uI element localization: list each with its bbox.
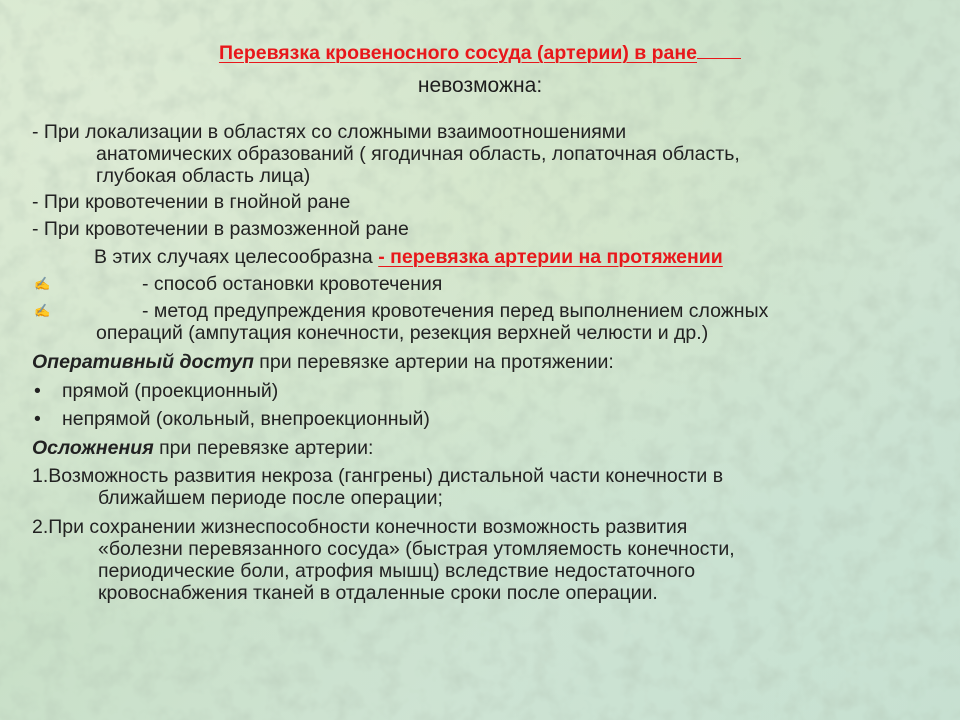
complications-heading-rest: при перевязке артерии: xyxy=(153,437,374,459)
item-localization-line-2: анатомических образований ( ягодичная область, лопаточная область, xyxy=(96,143,740,165)
access-heading xyxy=(32,351,614,373)
access-indirect: непрямой (окольный, внепроекционный) xyxy=(62,408,430,430)
recommendation-prefix: В этих случаях целесообразна xyxy=(94,246,379,268)
complications-heading-emphasis: Осложнения xyxy=(32,437,154,459)
slide-title xyxy=(0,41,960,65)
complication-1-line-2: ближайшем периоде после операции; xyxy=(98,487,443,509)
bullet: • xyxy=(34,380,41,402)
item-localization-line-3: глубокая область лица) xyxy=(96,165,311,187)
bullet: • xyxy=(34,408,41,430)
hand-writing-icon: ✍ xyxy=(34,276,51,291)
title-text: Перевязка кровеносного сосуда (артерии) в ране xyxy=(218,42,698,64)
item-localization-line-1: - При локализации в областях со сложными взаимоотношениями xyxy=(32,121,627,143)
recommendation-highlight: - перевязка артерии на протяжении xyxy=(378,246,723,268)
method-stop-bleeding: - способ остановки кровотечения xyxy=(142,273,443,295)
complications-heading xyxy=(32,437,373,459)
slide-subtitle: невозможна: xyxy=(417,74,543,97)
access-heading-rest: при перевязке артерии на протяжении: xyxy=(253,351,614,373)
complication-1-line-1: 1.Возможность развития некроза (гангрены) дистальной части конечности в xyxy=(32,465,724,487)
access-direct: прямой (проекционный) xyxy=(62,380,279,402)
hand-writing-icon: ✍ xyxy=(34,303,51,318)
title-underline-extension xyxy=(697,41,741,59)
method-prevent-line-2: операций (ампутация конечности, резекция верхней челюсти и др.) xyxy=(96,322,709,344)
complication-2-line-1: 2.При сохранении жизнеспособности конечности возможность развития xyxy=(32,516,688,538)
complication-2-line-3: периодические боли, атрофия мышц) вследствие недостаточного xyxy=(98,560,696,582)
recommendation-line xyxy=(94,246,723,268)
item-purulent-wound: - При кровотечении в гнойной ране xyxy=(32,191,351,213)
complication-2-line-4: кровоснабжения тканей в отдаленные сроки после операции. xyxy=(98,582,658,604)
method-prevent-line-1: - метод предупреждения кровотечения перед выполнением сложных xyxy=(142,300,769,322)
access-heading-emphasis: Оперативный доступ xyxy=(32,351,254,373)
complication-2-line-2: «болезни перевязанного сосуда» (быстрая утомляемость конечности, xyxy=(98,538,735,560)
item-crushed-wound: - При кровотечении в размозженной ране xyxy=(32,218,409,240)
